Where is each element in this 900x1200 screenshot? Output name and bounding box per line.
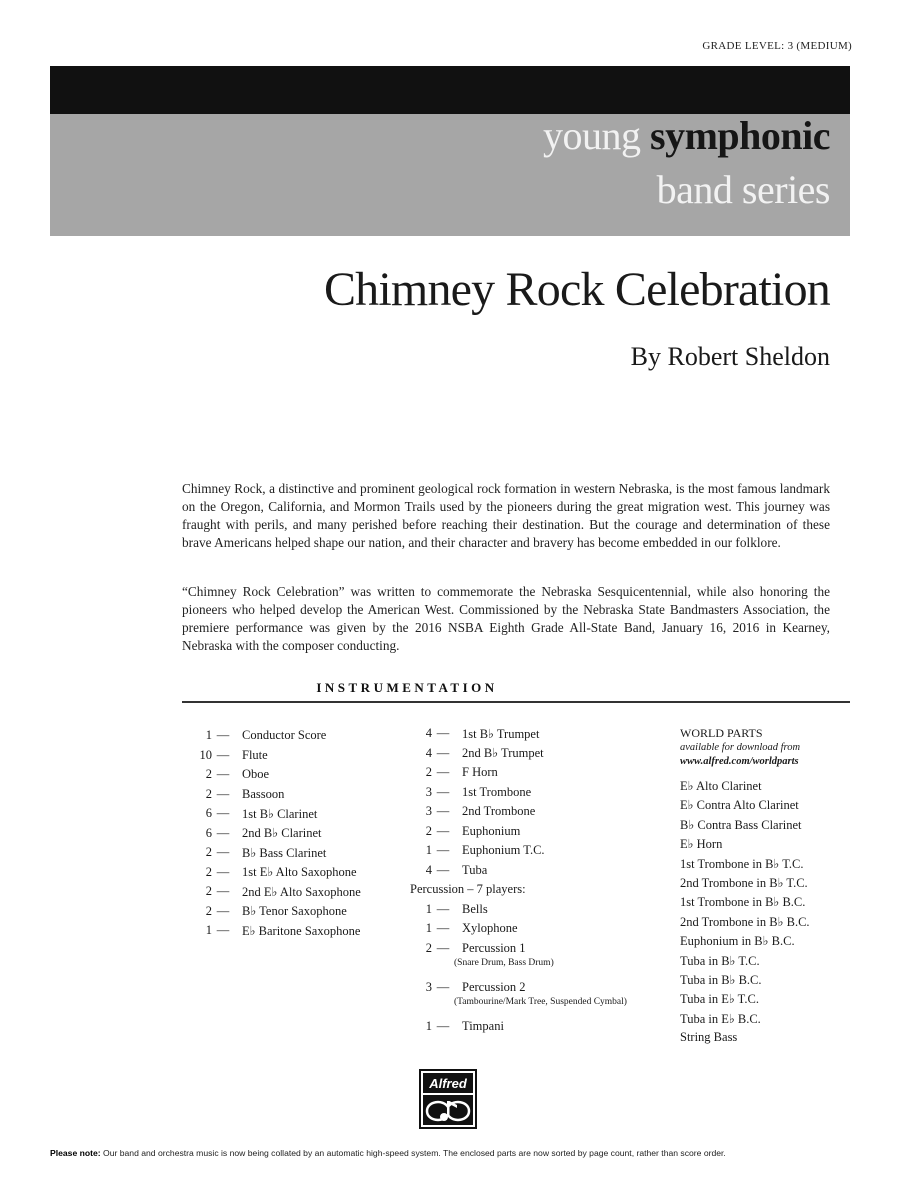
footer-note-text: Our band and orchestra music is now being collated by an automatic high-speed system. The enclosed parts are now sorted by page count, rather than score order. (103, 1148, 726, 1158)
instrument-part: Flute (242, 747, 268, 762)
instrument-part: Bassoon (242, 786, 285, 801)
grade-level: GRADE LEVEL: 3 (MEDIUM) (702, 40, 852, 52)
dash-separator: — (216, 825, 230, 840)
world-part-item: Tuba in E♭ B.C. (680, 1011, 761, 1026)
instrument-row (410, 724, 627, 744)
dash-separator: — (436, 862, 450, 877)
composer: By Robert Sheldon (630, 342, 830, 371)
world-part-item: Tuba in B♭ T.C. (680, 953, 760, 968)
world-part-item: 1st Trombone in B♭ T.C. (680, 856, 804, 871)
header-black-band (50, 66, 850, 114)
world-part-item: 2nd Trombone in B♭ B.C. (680, 914, 810, 929)
instrument-quantity: 6 (205, 806, 212, 821)
instrument-part: 1st B♭ Clarinet (242, 806, 318, 821)
instrument-row (190, 824, 361, 844)
instrument-part: Oboe (242, 767, 270, 782)
dash-separator: — (436, 921, 450, 936)
instrument-row (410, 763, 627, 783)
dash-separator: — (436, 745, 450, 760)
instrument-quantity: 2 (205, 884, 212, 899)
instrumentation-heading: INSTRUMENTATION (316, 680, 498, 695)
instrument-row (190, 882, 361, 902)
instrumentation-divider (182, 701, 850, 703)
instrument-quantity: 2 (205, 786, 212, 801)
description-paragraph-2: “Chimney Rock Celebration” was written to commemorate the Nebraska Sesquicentennial, while also honoring the pioneers who helped develop the American West. Commissioned by the Nebraska State Bandmasters Association, the premiere performance was given by the 2016 NSBA Eighth Grade All-State Band, January 16, 2016 in Kearney, Nebraska with the composer conducting. (182, 584, 830, 653)
series-word-symphonic: symphonic (650, 113, 830, 158)
instrument-row (190, 765, 361, 785)
instrument-row (190, 746, 361, 766)
instrument-part: Euphonium T.C. (462, 843, 545, 858)
instrument-part: 1st B♭ Trumpet (462, 726, 540, 741)
dash-separator: — (216, 923, 230, 938)
dash-separator: — (436, 940, 450, 955)
instrument-row (190, 863, 361, 883)
instrument-part: 2nd Trombone (462, 804, 536, 819)
dash-separator: — (216, 884, 230, 899)
dash-separator: — (436, 979, 450, 994)
alfred-logo-emblem (423, 1095, 473, 1125)
world-part-item: Euphonium in B♭ B.C. (680, 934, 795, 949)
instrument-quantity: 2 (425, 823, 432, 838)
dash-separator: — (436, 843, 450, 858)
instrument-quantity: 3 (425, 804, 432, 819)
dash-separator: — (436, 765, 450, 780)
world-part-item: Tuba in E♭ T.C. (680, 992, 759, 1007)
instrument-row (190, 804, 361, 824)
instrument-quantity: 2 (205, 864, 212, 879)
world-part-item: 2nd Trombone in B♭ T.C. (680, 875, 808, 890)
instrument-quantity: 1 (205, 728, 212, 743)
instrument-part: Bells (462, 901, 488, 916)
world-parts-subtitle: available for download from (680, 742, 801, 753)
instrument-row (190, 921, 361, 941)
instrument-part: 2nd B♭ Clarinet (242, 826, 322, 841)
instrument-row (410, 822, 627, 842)
dash-separator: — (436, 823, 450, 838)
instrument-row (410, 939, 627, 959)
instrument-row (410, 978, 627, 998)
instrument-row (190, 843, 361, 863)
description-paragraph-1: Chimney Rock, a distinctive and prominent geological rock formation in western Nebraska, is the most famous landmark on the Oregon, California, and Mormon Trails used by the pioneers during the great migration west. This journey was fraught with perils, and many perished before reaching their destination. But the courage and determination of these brave Americans helped shape our nation, and their character and bravery has become embedded in our folklore. (182, 481, 830, 550)
dash-separator: — (436, 804, 450, 819)
instrument-quantity: 1 (425, 921, 432, 936)
alfred-logo (419, 1069, 477, 1129)
instrument-row (190, 726, 361, 746)
instrument-part: 1st E♭ Alto Saxophone (242, 865, 357, 880)
instrument-row (410, 919, 627, 939)
footer-note-label: Please note: (50, 1148, 101, 1158)
instrument-quantity: 2 (425, 765, 432, 780)
dash-separator: — (216, 767, 230, 782)
instrument-quantity: 2 (425, 940, 432, 955)
instrument-quantity: 2 (205, 845, 212, 860)
instrument-quantity: 4 (425, 726, 432, 741)
series-title-line1 (543, 112, 830, 159)
instrument-part: F Horn (462, 765, 498, 780)
dash-separator: — (216, 806, 230, 821)
percussion-note: (Tambourine/Mark Tree, Suspended Cymbal) (454, 997, 627, 1007)
world-part-item: 1st Trombone in B♭ B.C. (680, 895, 806, 910)
footer-note (50, 1148, 860, 1158)
instrument-row (410, 744, 627, 764)
instrument-part: Xylophone (462, 921, 518, 936)
instrument-row (190, 785, 361, 805)
instrument-quantity: 1 (425, 1018, 432, 1033)
instrument-part: 1st Trombone (462, 784, 532, 799)
dash-separator: — (216, 728, 230, 743)
instrument-part: Percussion 1 (462, 940, 526, 955)
world-parts-column (680, 726, 810, 1049)
instrument-quantity: 6 (205, 825, 212, 840)
series-word-young: young (543, 113, 641, 158)
world-parts-title: WORLD PARTS (680, 726, 763, 740)
instrument-row (410, 1017, 627, 1037)
instrument-row (410, 861, 627, 881)
percussion-label: Percussion – 7 players: (410, 882, 526, 897)
instrument-part: B♭ Tenor Saxophone (242, 904, 347, 919)
instrument-quantity: 2 (205, 903, 212, 918)
instrument-part: Euphonium (462, 823, 521, 838)
instrument-part: 2nd E♭ Alto Saxophone (242, 884, 361, 899)
instrument-quantity: 3 (425, 979, 432, 994)
dash-separator: — (436, 726, 450, 741)
dash-separator: — (216, 786, 230, 801)
music-note-icon (423, 1095, 473, 1127)
instrument-row (410, 900, 627, 920)
instrument-part: Conductor Score (242, 728, 327, 743)
instrument-quantity: 2 (205, 767, 212, 782)
dash-separator: — (436, 1018, 450, 1033)
piece-title: Chimney Rock Celebration (323, 263, 830, 316)
dash-separator: — (216, 864, 230, 879)
dash-separator: — (436, 784, 450, 799)
instrument-quantity: 1 (205, 923, 212, 938)
dash-separator: — (216, 845, 230, 860)
world-part-item: E♭ Contra Alto Clarinet (680, 798, 799, 813)
instrument-quantity: 10 (199, 747, 212, 762)
instrument-row (410, 783, 627, 803)
instrument-part: Timpani (462, 1018, 504, 1033)
instrument-quantity: 4 (425, 862, 432, 877)
instrument-quantity: 1 (425, 901, 432, 916)
instrumentation-column-2 (410, 724, 627, 1036)
dash-separator: — (436, 901, 450, 916)
instrument-part: Percussion 2 (462, 979, 526, 994)
percussion-note: (Snare Drum, Bass Drum) (454, 958, 554, 968)
instrument-row (190, 902, 361, 922)
world-part-item: String Bass (680, 1030, 738, 1045)
world-part-item: Tuba in B♭ B.C. (680, 972, 762, 987)
world-part-item: B♭ Contra Bass Clarinet (680, 817, 802, 832)
world-parts-list (680, 778, 810, 1049)
instrument-part: 2nd B♭ Trumpet (462, 746, 544, 761)
world-part-item: E♭ Horn (680, 837, 723, 852)
world-parts-url[interactable]: www.alfred.com/worldparts (680, 756, 799, 767)
instrumentation-column-1 (190, 726, 361, 941)
dash-separator: — (216, 747, 230, 762)
instrument-quantity: 4 (425, 745, 432, 760)
instrument-row (410, 841, 627, 861)
series-title-line2: band series (656, 167, 830, 212)
instrument-part: B♭ Bass Clarinet (242, 845, 327, 860)
dash-separator: — (216, 903, 230, 918)
instrument-quantity: 3 (425, 784, 432, 799)
alfred-logo-text: Alfred (423, 1073, 473, 1093)
instrument-row (410, 802, 627, 822)
instrument-quantity: 1 (425, 843, 432, 858)
instrument-part: E♭ Baritone Saxophone (242, 923, 361, 938)
world-part-item: E♭ Alto Clarinet (680, 779, 762, 793)
instrument-part: Tuba (462, 862, 488, 877)
